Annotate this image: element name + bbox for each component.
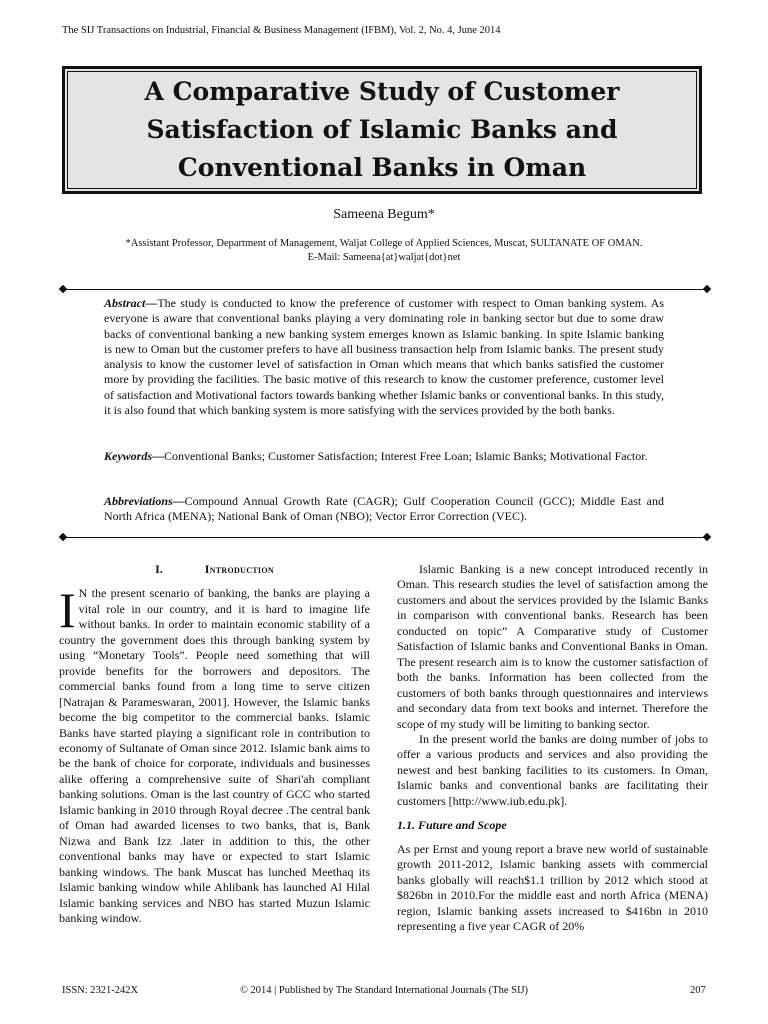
section-number: I. — [155, 562, 163, 576]
affiliation — [0, 237, 768, 265]
abbreviations — [104, 494, 664, 525]
bottom-divider — [64, 537, 706, 538]
abbreviations-label: Abbreviations— — [104, 494, 185, 508]
intro-paragraph-1-text: N the present scenario of banking, the banks are playing a vital role in our country, and it is hard to imagine life without banks. In order to maintain economic stability of a country the government does this through banking system by using “Monetary Tools”. People need something that will provide benefits for the borrowers and depositors. The commercial banks found from a long time to serve citizen [Natrajan & Parameswaran, 2001]. However, the Islamic banks become the big competitor to the commercial banks. Islamic Banks have started playing a significant role in contribution to economy of Sultanate of Oman since 2012. Islamic bank aims to be the bank of choice for corporate, individuals and businesses alike offering a comprehensive suite of Shari'ah compliant banking solutions. Oman is the last country of GCC who started Islamic banking in 2010 through Royal decree .The central bank of Oman had awarded licenses to two banks, that is, Bank Nizwa and Bank Izz .later in addition to this, the other conventional banks may have or expected to start Islamic banking windows. The bank Muscat has lunched Meethaq its Islamic banking window while Ahlibank has launched Al Hilal Islamic banking services and NBO has started Muzun Islamic banking window. — [59, 586, 370, 925]
intro-paragraph-2: Islamic Banking is a new concept introduced recently in Oman. This research studies the level of satisfaction among the customers and about the services provided by the Islamic Banks in comparison with conventional banks. Research has been conducted on topic” A Comparative study of Customer Satisfaction of Islamic banks and Conventional Banks in Oman. The present research aim is to know the customer satisfaction of both the banks. Information has been collected from the customers of both banks through questionnaires and interviews and secondary data from text books and internet. Therefore the scope of my study will be limiting to banking sector. — [397, 562, 708, 731]
title-box — [62, 66, 702, 194]
intro-paragraph-1 — [59, 582, 370, 926]
footer-publisher: © 2014 | Published by The Standard International Journals (The SIJ) — [239, 985, 529, 996]
drop-cap: I — [59, 582, 76, 639]
keywords-text: Conventional Banks; Customer Satisfaction; Interest Free Loan; Islamic Banks; Motivational Factor. — [164, 449, 648, 463]
paper-title: A Comparative Study of Customer Satisfaction of Islamic Banks and Conventional Banks in Oman — [144, 77, 620, 182]
right-column — [397, 562, 708, 934]
abstract-text: The study is conducted to know the preference of customer with respect to Oman banking system. As everyone is aware that conventional banks playing a very dominating role in banking sector but due to some draw backs of conventional banking a new banking system emerges known as Islamic banking. In spite Islamic banking is new to Oman but the customer prefers to have all business transaction help from Islamic banks. The present study analysis to know the customer level of satisfaction in Oman which means that which banks satisfied the customer more by providing the facilities. The basic motive of this research to know the customer preference, customer level of satisfaction and Motivational factors towards banking whether Islamic banks or conventional banks. In this study, it is also found that which banking system is more satisfying with the services provided by the both banks. — [104, 296, 664, 418]
footer-issn: ISSN: 2321-242X — [62, 985, 139, 996]
abstract — [104, 296, 664, 418]
section-title: Introduction — [204, 562, 274, 576]
section-heading — [59, 562, 370, 577]
subsection-heading: 1.1. Future and Scope — [397, 818, 507, 833]
left-column — [59, 562, 370, 926]
abbreviations-text: Compound Annual Growth Rate (CAGR); Gulf Cooperation Council (GCC); Middle East and North Africa (MENA); National Bank of Oman (NBO); Vector Error Correction (VEC). — [104, 494, 664, 524]
keywords-label: Keywords— — [104, 449, 164, 463]
abstract-label: Abstract— — [104, 296, 158, 310]
intro-paragraph-3: In the present world the banks are doing number of jobs to offer a various products and services and also providing the newest and best banking facilities to its customers. In Oman, Islamic banks and conventional banks are facilitating their customers [http://www.iub.edu.pk]. — [397, 731, 708, 808]
author-email: E-Mail: Sameena{at}waljat{dot}net — [307, 252, 461, 263]
keywords — [104, 449, 664, 464]
author-name: Sameena Begum* — [333, 207, 435, 222]
affiliation-line: *Assistant Professor, Department of Management, Waljat College of Applied Sciences, Muscat, SULTANATE OF OMAN. — [125, 238, 643, 249]
top-divider — [64, 289, 706, 290]
page-number: 207 — [690, 985, 706, 996]
future-paragraph: As per Ernst and young report a brave new world of sustainable growth 2011-2012, Islamic banking assets with commercial banks globally will reach$1.1 trillion by 2012 which stood at $826bn in 2010.For the middle east and north Africa (MENA) region, Islamic banking assets increased to $416bn in 2010 representing a five year CAGR of 20% — [397, 841, 708, 933]
journal-header: The SIJ Transactions on Industrial, Financial & Business Management (IFBM), Vol. 2, No. 4, June 2014 — [62, 25, 501, 36]
